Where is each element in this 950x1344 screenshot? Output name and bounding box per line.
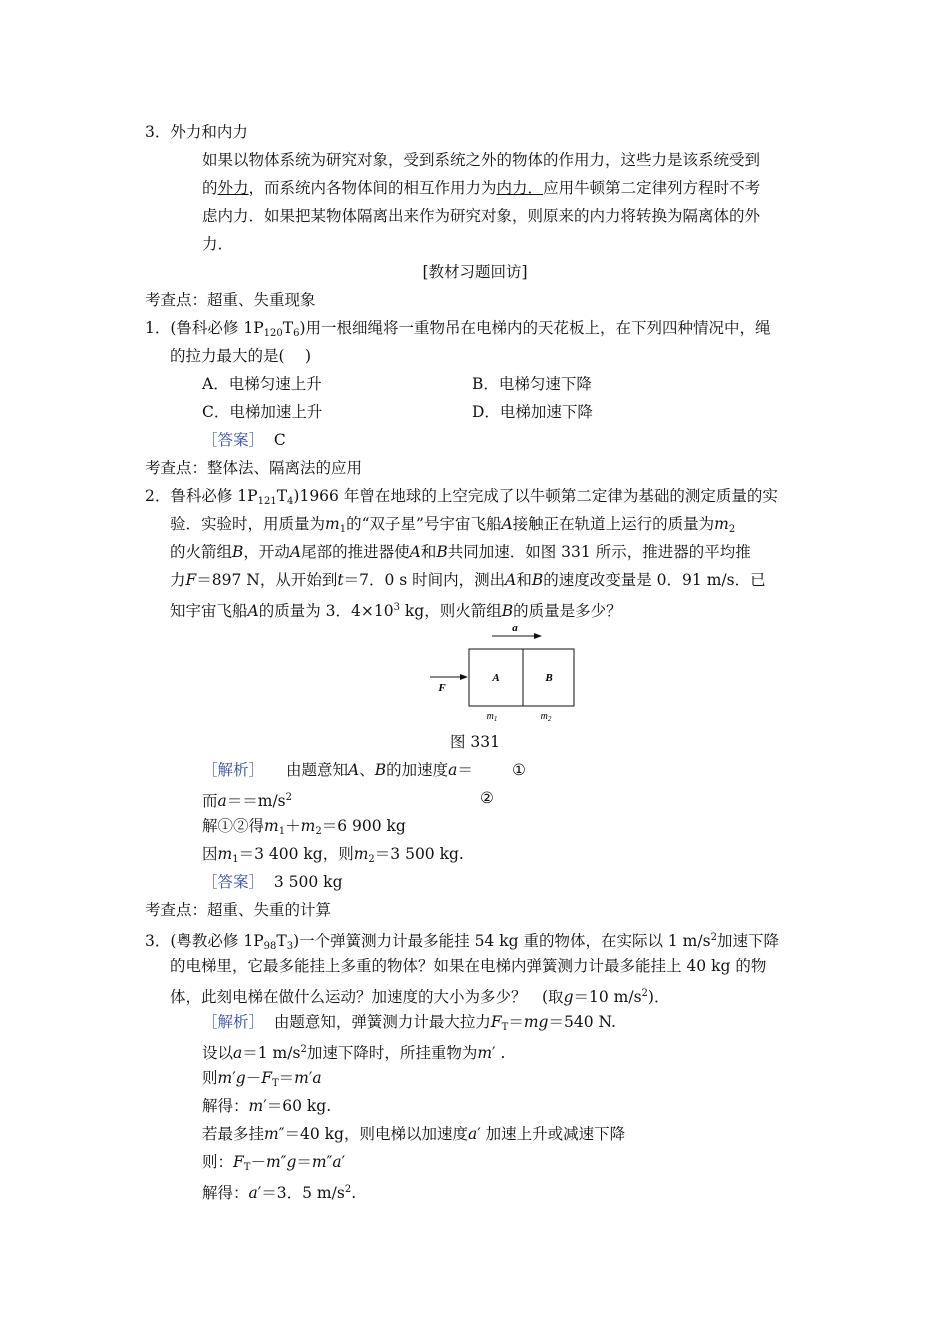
text: ′ .: [492, 1044, 506, 1062]
text: 的质量是多少？: [513, 602, 622, 620]
text: 解得：: [202, 1097, 249, 1115]
text: 3: [393, 602, 400, 613]
text: 121: [257, 496, 277, 507]
text: ＝7．0 s 时间内，测出: [343, 571, 506, 589]
text: 的: [202, 179, 218, 197]
text: A: [247, 602, 259, 620]
text: t: [337, 571, 344, 589]
text: F: [261, 1069, 272, 1087]
text: 解得：: [202, 1184, 249, 1202]
text: 如果以物体系统为研究对象，受到系统之外的物体的作用力，这些力是该系统受到: [202, 151, 761, 169]
text: m: [714, 515, 729, 533]
text: 考查点：整体法、隔离法的应用: [145, 459, 363, 477]
force-arrow: [430, 674, 468, 680]
text: ①: [512, 761, 526, 779]
text: m: [264, 1125, 279, 1143]
text: g: [563, 988, 574, 1006]
review-heading: [0, 262, 950, 282]
text: 由题意知，弹簧测力计最大拉力: [273, 1013, 491, 1031]
block-a-label: A: [492, 672, 500, 684]
text: 若最多挂: [202, 1125, 265, 1143]
question-line: [170, 956, 766, 976]
text: T: [276, 487, 288, 505]
text: ′: [341, 1153, 346, 1171]
answer-value: C: [273, 431, 286, 449]
text: ′＝60 kg.: [263, 1097, 332, 1115]
text: 而: [202, 792, 218, 810]
question-line: [170, 346, 311, 366]
text: mg: [523, 1013, 549, 1031]
figure-331-diagram: [420, 618, 590, 726]
text: 2: [641, 988, 648, 999]
text: ②: [480, 789, 494, 807]
question-line: [145, 928, 779, 957]
text: B: [232, 543, 244, 561]
solution-line: [202, 788, 292, 811]
text: a: [467, 1125, 478, 1143]
question-line: [170, 514, 735, 540]
text: m: [477, 1044, 493, 1062]
text: 力: [170, 571, 186, 589]
text: B: [374, 761, 387, 779]
text: 4: [287, 496, 294, 507]
text: 的质量为 3．4×10: [258, 602, 394, 620]
text: )一个弹簧测力计最多能挂 54 kg 重的物体，在实际以 1 m/s: [293, 932, 711, 950]
equation-number: [480, 788, 494, 808]
option-c: [202, 402, 322, 422]
arrow-head: [460, 674, 468, 680]
solution-line: [202, 1152, 345, 1178]
text: B: [501, 602, 514, 620]
text: 98: [263, 941, 277, 952]
text: 接触正在轨道上运行的质量为: [512, 515, 715, 533]
text: kg，则火箭组: [399, 602, 502, 620]
solution-line: [202, 844, 464, 870]
solution-line: [202, 1040, 505, 1063]
text: C．电梯加速上升: [202, 403, 323, 421]
text: 体，此刻电梯在做什么运动？加速度的大小为多少？ (取: [170, 988, 564, 1006]
text: 则：: [202, 1153, 234, 1171]
text: m: [300, 817, 316, 835]
option-b: [472, 374, 592, 394]
text: ＝: [278, 1069, 295, 1087]
text: A: [501, 515, 513, 533]
text: m: [217, 1069, 233, 1087]
text: ′: [308, 1069, 313, 1087]
text: ＝: [508, 1013, 524, 1031]
text: ′ 加速上升或减速下降: [477, 1125, 626, 1143]
text: 1: [278, 826, 286, 837]
text: 2: [285, 792, 293, 803]
text: －: [250, 1153, 266, 1171]
solution-label: ［解析］: [202, 761, 265, 779]
text: 验．实验时，用质量为: [170, 515, 326, 533]
solution-line: [202, 1012, 616, 1038]
text: 的火箭组: [170, 543, 233, 561]
text: 因: [202, 845, 218, 863]
text: 加速下降时，所挂重物为: [306, 1044, 478, 1062]
text: ，开动: [243, 543, 290, 561]
answer-label: ［答案］: [202, 873, 265, 891]
text: A: [505, 571, 517, 589]
topic-label: [145, 900, 331, 920]
text: B: [436, 543, 448, 561]
text: 考查点：超重、失重现象: [145, 291, 316, 309]
text: ＝: [296, 1153, 312, 1171]
text: 1．(鲁科必修 1P: [145, 319, 264, 337]
text: [教材习题回访]: [422, 263, 528, 281]
text: 2: [547, 715, 552, 723]
text: B．电梯匀速下降: [472, 375, 592, 393]
text: B: [531, 571, 544, 589]
solution-line: [202, 1096, 331, 1116]
text: m: [265, 1153, 281, 1171]
paragraph-line: [202, 234, 233, 254]
text: 加速下降: [716, 932, 779, 950]
text: 力．: [202, 235, 234, 253]
underlined-term: 内力．: [496, 179, 544, 197]
text: m: [264, 817, 279, 835]
text: 的拉力最大的是( ): [170, 347, 312, 365]
text: A: [348, 761, 360, 779]
question-line: [145, 486, 778, 512]
text: 共同加速．如图 331 所示，推进器的平均推: [447, 543, 751, 561]
text: 应用牛顿第二定律列方程时不考: [543, 179, 761, 197]
text: 设以: [202, 1044, 234, 1062]
text: 解①②得: [202, 817, 265, 835]
text: A: [289, 543, 302, 561]
figure-caption: [0, 732, 950, 752]
text: g: [286, 1153, 297, 1171]
mass-m2-label: [541, 711, 552, 723]
answer-line: [202, 872, 343, 892]
text: T: [282, 319, 294, 337]
text: a: [332, 1153, 342, 1171]
text: ″: [280, 1153, 287, 1171]
text: ＝: [457, 761, 473, 779]
text: a: [312, 1069, 322, 1087]
question-line: [170, 542, 751, 562]
text: m: [311, 1153, 327, 1171]
answer-label: ［答案］: [202, 431, 265, 449]
text: m: [217, 845, 233, 863]
text: 2．鲁科必修 1P: [145, 487, 258, 505]
text: m: [486, 711, 494, 722]
text: 2: [300, 1044, 307, 1055]
text: )用一根细绳将一重物吊在电梯内的天花板上，在下列四种情况中，绳: [299, 319, 771, 337]
paragraph-line: [202, 178, 760, 198]
solution-line: [202, 760, 473, 780]
text: 2: [368, 854, 375, 865]
text: ′＝3．5 m/s: [257, 1184, 345, 1202]
text: a: [233, 1044, 243, 1062]
text: 由题意知: [286, 761, 349, 779]
answer-line: [202, 430, 286, 450]
text: 则: [202, 1069, 218, 1087]
text: m: [248, 1097, 264, 1115]
text: g: [235, 1069, 246, 1087]
text: 3．(粤教必修 1P: [145, 932, 264, 950]
text: ＋: [285, 817, 301, 835]
text: m: [540, 711, 548, 722]
text: 图 331: [449, 733, 500, 751]
text: 3．外力和内力: [145, 123, 248, 141]
text: 1: [493, 715, 498, 723]
text: 6: [293, 328, 300, 339]
underlined-term: 外力: [217, 179, 249, 197]
text: T: [501, 1022, 509, 1033]
text: T: [243, 1162, 251, 1173]
text: 1: [232, 854, 239, 865]
text: 考查点：超重、失重的计算: [145, 901, 332, 919]
text: a: [248, 1184, 258, 1202]
text: 2: [728, 524, 736, 535]
topic-label: [145, 458, 362, 478]
text: A．电梯匀速上升: [202, 375, 322, 393]
force-label: F: [438, 682, 446, 694]
text: 1: [339, 524, 347, 535]
mass-m1-label: [487, 711, 498, 723]
text: ″: [326, 1153, 333, 1171]
option-d: [472, 402, 593, 422]
text: F: [185, 571, 197, 589]
text: ＝897 N，从开始到: [196, 571, 338, 589]
text: )1966 年曾在地球的上空完成了以牛顿第二定律为基础的测定质量的实: [293, 487, 778, 505]
text: m: [353, 845, 369, 863]
question-line: [170, 984, 669, 1007]
text: T: [276, 932, 287, 950]
solution-line: [202, 816, 406, 842]
solution-label: ［解析］: [202, 1013, 265, 1031]
text: 3: [286, 941, 294, 952]
text: 2: [315, 826, 322, 837]
text: 的“双子星”号宇宙飞船: [346, 515, 502, 533]
acceleration-label: a: [512, 622, 518, 634]
text: 尾部的推进器使: [301, 543, 410, 561]
solution-line: [202, 1068, 322, 1094]
text: ＝3 400 kg，则: [238, 845, 354, 863]
text: 2: [710, 932, 717, 943]
text: m: [294, 1069, 309, 1087]
text: ，而系统内各物体间的相互作用力为: [248, 179, 497, 197]
text: 、: [359, 761, 375, 779]
text: ＝10 m/s: [573, 988, 642, 1006]
solution-line: [202, 1180, 356, 1203]
text: ＝6 900 kg: [321, 817, 406, 835]
text: F: [490, 1013, 502, 1031]
text: 的加速度: [386, 761, 449, 779]
text: a: [448, 761, 458, 779]
text: －: [245, 1069, 262, 1087]
topic-label: [145, 290, 316, 310]
arrow-head: [534, 633, 542, 639]
text: T: [271, 1078, 279, 1089]
text: .: [351, 1184, 357, 1202]
text: ＝540 N.: [548, 1013, 616, 1031]
text: ″＝40 kg，则电梯以加速度: [278, 1125, 468, 1143]
text: 虑内力．如果把某物体隔离出来作为研究对象，则原来的内力将转换为隔离体的外: [202, 207, 761, 225]
question-line: [170, 570, 766, 590]
text: )．: [647, 988, 670, 1006]
question-line: [145, 318, 771, 344]
text: F: [233, 1153, 244, 1171]
text: 120: [263, 328, 283, 339]
text: ′: [232, 1069, 236, 1087]
text: 知宇宙飞船: [170, 602, 248, 620]
text: D．电梯加速下降: [472, 403, 593, 421]
block-b-label: B: [545, 672, 553, 684]
paragraph-line: [202, 206, 760, 226]
text: 和: [420, 543, 437, 561]
text: 2: [344, 1184, 352, 1195]
text: 和: [516, 571, 532, 589]
text: m: [325, 515, 340, 533]
text: ＝1 m/s: [242, 1044, 301, 1062]
text: 的速度改变量是 0．91 m/s．已: [543, 571, 766, 589]
text: a: [217, 792, 227, 810]
text: 的电梯里，它最多能挂上多重的物体？如果在电梯内弹簧测力计最多能挂上 40 kg 的物: [170, 957, 767, 975]
paragraph-line: [202, 150, 760, 170]
text: A: [409, 543, 421, 561]
answer-value: 3 500 kg: [273, 873, 343, 891]
equation-number: [512, 760, 526, 780]
text: ＝＝m/s: [226, 792, 286, 810]
text: ＝3 500 kg.: [374, 845, 464, 863]
section-title: [145, 122, 248, 142]
option-a: [202, 374, 322, 394]
solution-line: [202, 1124, 625, 1144]
